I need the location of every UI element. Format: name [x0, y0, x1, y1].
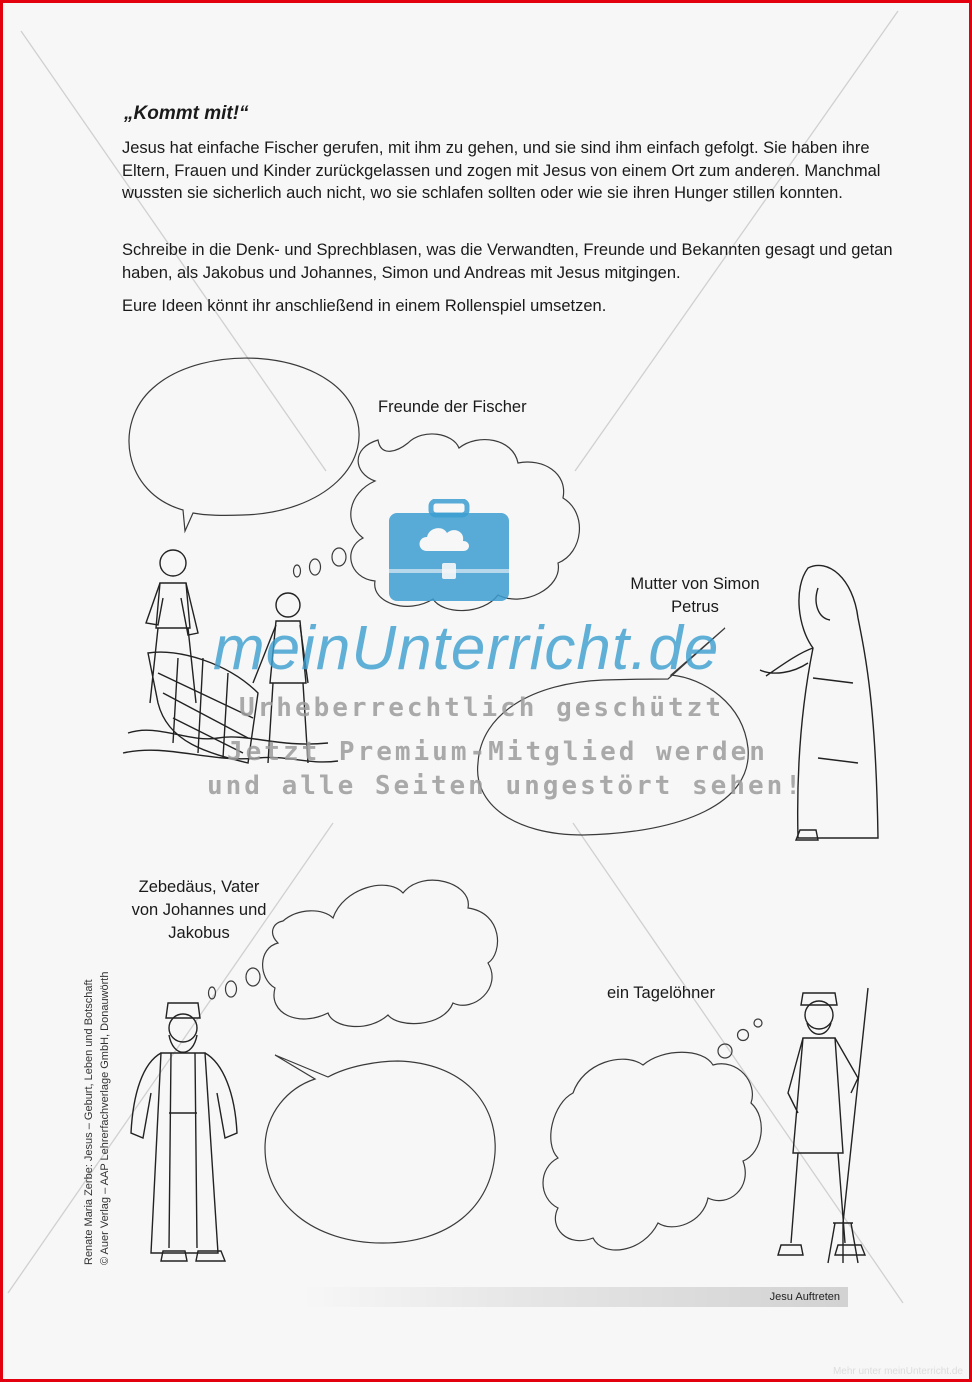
label-zebedee-line3: Jakobus	[168, 924, 230, 942]
label-zebedee	[119, 876, 279, 945]
thought-bubble-zebedee	[263, 880, 498, 1026]
worksheet-title: „Kommt mit!“	[124, 103, 249, 124]
task-paragraph: Schreibe in die Denk- und Sprechblasen, was die Verwandten, Freunde und Bekannten gesagt und getan haben, als Jakobus und Johannes, Simon und Andreas mit Jesus mitgingen.	[122, 241, 893, 282]
label-zebedee-line1: Zebedäus, Vater	[138, 878, 260, 896]
mother-illustration	[758, 558, 888, 848]
label-mother-line1: Mutter von Simon	[630, 575, 760, 593]
intro-paragraph: Jesus hat einfache Fischer gerufen, mit ihm zu gehen, und sie sind ihm einfach gefolgt. Sie haben ihre Eltern, Frauen und Kinder zurückgelassen und zogen mit Jesus von einem Ort zum anderen. Manchmal wussten sie sicherlich auch nicht, wo sie schlafen sollten oder wie sie ihren Hunger stillen konnten.	[122, 139, 881, 202]
credit-line1: Renate Maria Zerbe: Jesus – Geburt, Leben und Botschaft	[83, 979, 95, 1265]
speech-bubble-zebedee	[265, 1055, 495, 1243]
briefcase-cloud-icon	[387, 499, 511, 605]
footer-section-label: Jesu Auftreten	[769, 1291, 840, 1303]
corner-watermark: Mehr unter meinUnterricht.de	[832, 1366, 963, 1377]
watermark-line2: Jetzt Premium-Mitglied werden	[227, 737, 768, 767]
label-friends-of-fishermen: Freunde der Fischer	[378, 398, 527, 416]
zebedee-illustration	[123, 993, 253, 1268]
label-day-laborer: ein Tagelöhner	[607, 984, 715, 1002]
thought-bubble-laborer	[543, 1052, 761, 1250]
watermark-line1: Urheberrechtlich geschützt	[239, 693, 724, 723]
label-mother-line2: Petrus	[671, 598, 719, 616]
footer-bar	[303, 1287, 848, 1307]
watermark-site: meinUnterricht.de	[213, 614, 720, 683]
speech-bubble-friends	[129, 358, 359, 531]
side-credit	[81, 905, 113, 1265]
roleplay-paragraph: Eure Ideen könnt ihr anschließend in einem Rollenspiel umsetzen.	[122, 297, 607, 315]
watermark-line3: und alle Seiten ungestört sehen!	[207, 771, 804, 801]
credit-line2: © Auer Verlag – AAP Lehrerfachverlage GmbH, Donauwörth	[99, 971, 111, 1265]
laborer-illustration	[763, 983, 893, 1268]
label-zebedee-line2: von Johannes und	[131, 901, 267, 919]
